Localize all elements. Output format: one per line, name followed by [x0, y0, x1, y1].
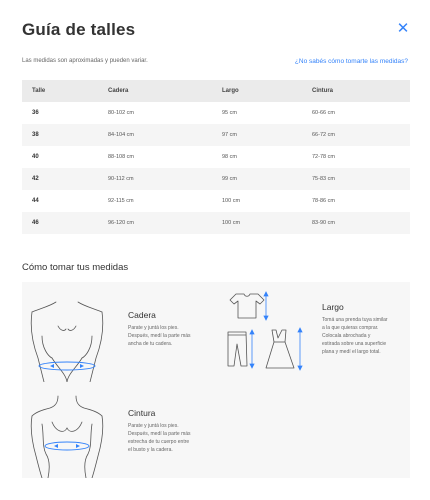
how-to-measure-link[interactable]: ¿No sabés cómo tomarte las medidas?: [294, 58, 408, 65]
cintura-title: Cintura: [128, 408, 156, 418]
cell-largo: 98 cm: [222, 154, 237, 160]
largo-line: plana y medí el largo total.: [322, 349, 381, 355]
largo-title: Largo: [322, 302, 344, 312]
cell-talle: 46: [22, 212, 98, 234]
close-icon[interactable]: ✕: [396, 20, 410, 37]
cintura-line: estrecha de tu cuerpo entre: [128, 439, 190, 445]
measurements-note: Las medidas son aproximadas y pueden variar.: [22, 58, 148, 64]
cell-cadera: 90-112 cm: [98, 168, 212, 190]
length-measure-illustration: [222, 290, 312, 378]
cell-cintura: 78-86 cm: [312, 198, 335, 204]
table-row: [22, 190, 410, 212]
header-talle: Talle: [22, 80, 98, 102]
cell-talle: 44: [32, 198, 39, 204]
cell-largo: 100 cm: [212, 212, 302, 234]
table-row: [22, 146, 410, 168]
cadera-line: Después, medí la parte más: [128, 333, 191, 339]
cell-talle: 40: [32, 154, 39, 160]
largo-line: estirada sobre una superficie: [322, 341, 387, 347]
cell-cintura: 60-66 cm: [312, 110, 335, 116]
cell-cadera: 88-108 cm: [108, 154, 134, 160]
cintura-description: [128, 422, 220, 454]
cell-cintura: 83-90 cm: [302, 212, 410, 234]
largo-line: a la que quieras comprar.: [322, 325, 379, 331]
cell-largo: 100 cm: [222, 198, 241, 204]
table-header-row: [22, 80, 410, 102]
waist-measure-illustration: [28, 394, 106, 478]
header-largo: Largo: [212, 80, 302, 102]
cell-cadera: 96-120 cm: [98, 212, 212, 234]
cell-cintura: 75-83 cm: [302, 168, 410, 190]
table-row: [22, 212, 410, 234]
cell-largo: 97 cm: [212, 124, 302, 146]
hip-measure-illustration: [28, 296, 106, 382]
table-row: [22, 168, 410, 190]
cell-cadera: 80-102 cm: [108, 110, 134, 116]
table-row: [22, 124, 410, 146]
header-cintura: Cintura: [302, 80, 410, 102]
cadera-description: [128, 324, 218, 348]
cintura-line: Parate y juntá los pies.: [128, 423, 179, 429]
size-guide-title: Guía de talles: [22, 20, 136, 39]
cell-talle: 36: [32, 110, 39, 116]
cell-largo: 99 cm: [212, 168, 302, 190]
largo-line: Tomá una prenda tuya similar: [322, 317, 388, 323]
cadera-line: ancha de tu cadera.: [128, 341, 173, 347]
largo-line: Colocala abrochada y: [322, 333, 371, 339]
cell-cintura: 66-72 cm: [302, 124, 410, 146]
cell-talle: 38: [22, 124, 98, 146]
cintura-line: Después, medí la parte más: [128, 431, 191, 437]
size-table: [22, 80, 410, 234]
cell-cintura: 72-78 cm: [312, 154, 335, 160]
cell-largo: 95 cm: [222, 110, 237, 116]
cadera-title: Cadera: [128, 310, 156, 320]
how-to-measure-title: Cómo tomar tus medidas: [22, 262, 129, 273]
measurement-panel: [22, 282, 410, 478]
cadera-line: Parate y juntá los pies.: [128, 325, 179, 331]
cell-cadera: 92-115 cm: [108, 198, 134, 204]
header-cadera: Cadera: [98, 80, 212, 102]
cintura-line: el busto y la cadera.: [128, 447, 173, 453]
cell-cadera: 84-104 cm: [98, 124, 212, 146]
largo-description: [322, 316, 410, 356]
table-row: [22, 102, 410, 124]
cell-talle: 42: [22, 168, 98, 190]
